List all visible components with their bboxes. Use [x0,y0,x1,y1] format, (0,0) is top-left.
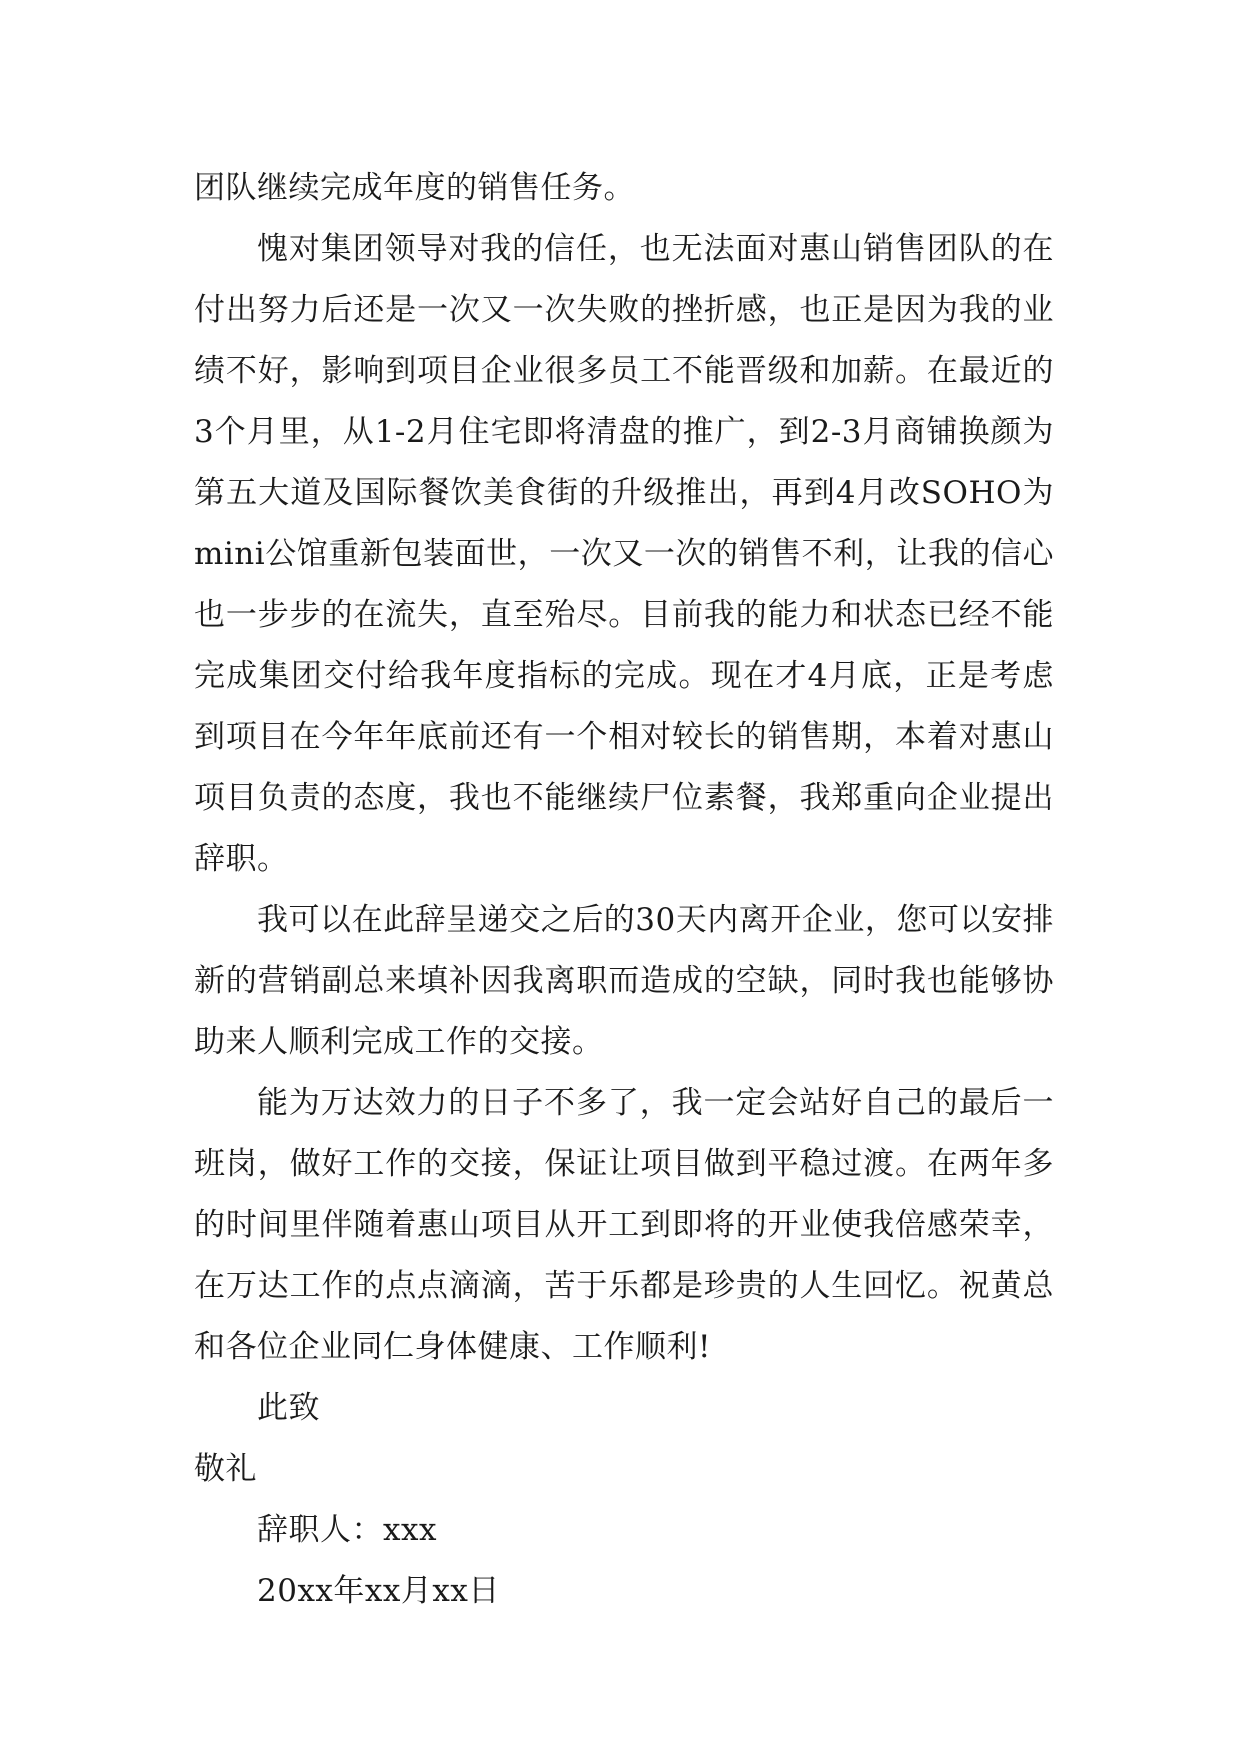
paragraph-departure-plan: 我可以在此辞呈递交之后的30天内离开企业，您可以安排新的营销副总来填补因我离职而造成的空缺，同时我也能够协助来人顺利完成工作的交接。 [194,902,1054,1060]
signer-line: 辞职人：xxx [257,1512,437,1548]
paragraph-continuation: 团队继续完成年度的销售任务。 [194,170,635,206]
paragraph-farewell: 能为万达效力的日子不多了，我一定会站好自己的最后一班岗，做好工作的交接，保证让项目做到平稳过渡。在两年多的时间里伴随着惠山项目从开工到即将的开业使我倍感荣幸，在万达工作的点点滴滴，苦于乐都是珍贵的人生回忆。祝黄总和各位企业同仁身体健康、工作顺利! [194,1085,1054,1365]
paragraph-apology: 愧对集团领导对我的信任，也无法面对惠山销售团队的在付出努力后还是一次又一次失败的挫折感，也正是因为我的业绩不好，影响到项目企业很多员工不能晋级和加薪。在最近的3个月里，从1-2月住宅即将清盘的推广，到2-3月商铺换颜为第五大道及国际餐饮美食街的升级推出，再到4月改SOHO为mini公馆重新包装面世，一次又一次的销售不利，让我的信心也一步步的在流失，直至殆尽。目前我的能力和状态已经不能完成集团交付给我年度指标的完成。现在才4月底，正是考虑到项目在今年年底前还有一个相对较长的销售期，本着对惠山项目负责的态度，我也不能继续尸位素餐，我郑重向企业提出辞职。 [194,231,1054,877]
closing-line: 此致 [257,1390,320,1426]
date-line: 20xx年xx月xx日 [257,1573,500,1609]
letter-body [194,158,1054,1622]
salutation-line: 敬礼 [194,1451,257,1487]
